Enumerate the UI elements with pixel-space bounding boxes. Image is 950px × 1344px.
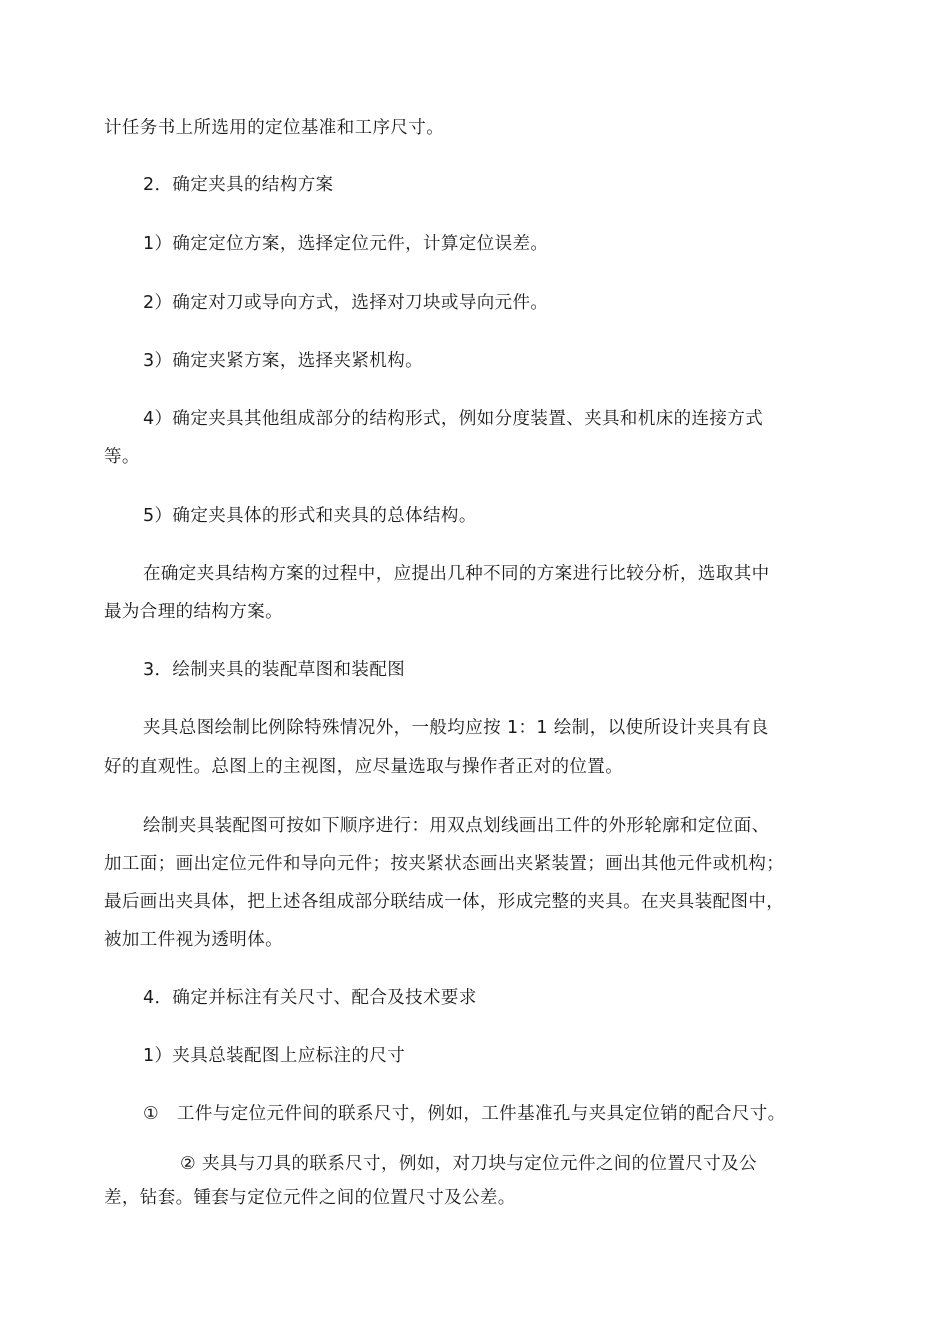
text-line: 等。 [104, 447, 140, 467]
paragraph-line: 夹具总图绘制比例除特殊情况外，一般均应按 1：1 绘制，以使所设计夹具有良 [143, 718, 769, 738]
paragraph-line: 最为合理的结构方案。 [104, 602, 283, 622]
list-item: 3）确定夹紧方案，选择夹紧机构。 [143, 351, 424, 371]
text-line: 计任务书上所选用的定位基准和工序尺寸。 [104, 118, 445, 138]
paragraph-line: 好的直观性。总图上的主视图，应尽量选取与操作者正对的位置。 [104, 757, 624, 777]
paragraph-line: 被加工件视为透明体。 [104, 930, 283, 950]
list-item: 1）夹具总装配图上应标注的尺寸 [143, 1046, 406, 1066]
list-item: ① 工件与定位元件间的联系尺寸，例如，工件基准孔与夹具定位销的配合尺寸。 [143, 1104, 786, 1124]
section-heading: 3．绘制夹具的装配草图和装配图 [143, 660, 406, 680]
list-item: 4）确定夹具其他组成部分的结构形式，例如分度装置、夹具和机床的连接方式 [143, 409, 764, 429]
section-heading: 4．确定并标注有关尺寸、配合及技术要求 [143, 988, 477, 1008]
paragraph-line: 差，钻套。锺套与定位元件之间的位置尺寸及公差。 [104, 1188, 516, 1208]
paragraph-line: 在确定夹具结构方案的过程中，应提出几种不同的方案进行比较分析，选取其中 [143, 564, 770, 584]
list-item: 1）确定定位方案，选择定位元件，计算定位误差。 [143, 234, 549, 254]
section-heading: 2．确定夹具的结构方案 [143, 175, 334, 195]
list-item: ② 夹具与刀具的联系尺寸，例如，对刀块与定位元件之间的位置尺寸及公 [180, 1154, 757, 1174]
paragraph-line: 加工面；画出定位元件和导向元件；按夹紧状态画出夹紧装置；画出其他元件或机构； [104, 854, 785, 874]
list-item: 2）确定对刀或导向方式，选择对刀块或导向元件。 [143, 293, 549, 313]
paragraph-line: 最后画出夹具体，把上述各组成部分联结成一体，形成完整的夹具。在夹具装配图中， [104, 892, 785, 912]
list-item: 5）确定夹具体的形式和夹具的总体结构。 [143, 506, 477, 526]
paragraph-line: 绘制夹具装配图可按如下顺序进行：用双点划线画出工件的外形轮廓和定位面、 [143, 816, 770, 836]
